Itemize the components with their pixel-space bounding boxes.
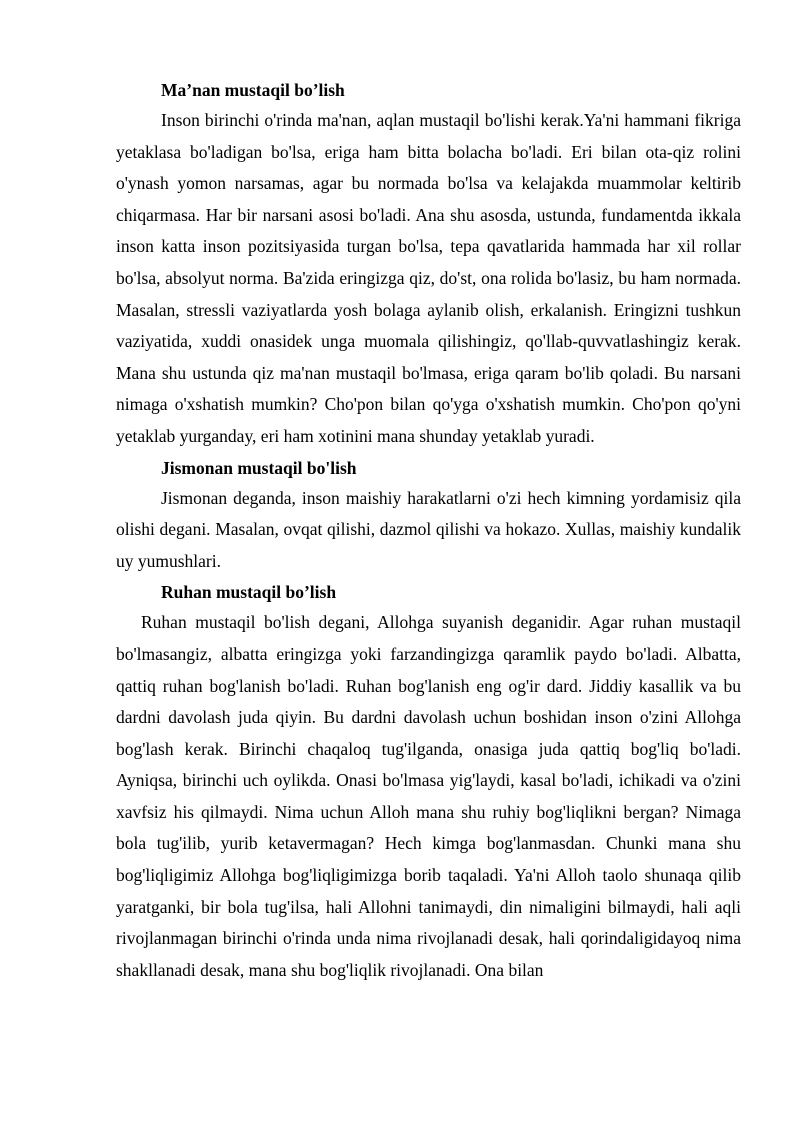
section-paragraph-ruhan: Ruhan mustaqil bo'lish degani, Allohga suyanish deganidir. Agar ruhan mustaqil bo'lmasangiz, albatta eringizga yoki farzandingizga qaramlik paydo bo'ladi. Albatta, qattiq ruhan bog'lanish bo'ladi. Ruhan bog'lanish eng og'ir dard. Jiddiy kasallik va bu dardni davolash juda qiyin. Bu dardni davolash uchun boshidan inson o'zini Allohga bog'lash kerak. Birinchi chaqaloq tug'ilganda, onasiga juda qattiq bog'liq bo'ladi. Ayniqsa, birinchi uch oylikda. Onasi bo'lmasa yig'laydi, kasal bo'ladi, ichikadi va o'zini xavfsiz his qilmaydi. Nima uchun Alloh mana shu ruhiy bog'liqlikni bergan? Nimaga bola tug'ilib, yurib ketavermagan? Hech kimga bog'lanmasdan. Chunki mana shu bog'liqligimiz Allohga bog'liqligimizga borib taqaladi. Ya'ni Alloh taolo shunaqa qilib yaratganki, bir bola tug'ilsa, hali Allohni tanimaydi, din nimaligini bilmaydi, hali aqli rivojlanmagan birinchi o'rinda unda nima rivojlanadi desak, hali qorindaligidayoq nima shakllanadi desak, mana shu bog'liqlik rivojlanadi. Ona bilan [116,612,741,980]
section-paragraph-manan: Inson birinchi o'rinda ma'nan, aqlan mustaqil bo'lishi kerak.Ya'ni hammani fikriga yetaklasa bo'ladigan bo'lsa, eriga ham bitta bolacha bo'ladi. Eri bilan ota-qiz rolini o'ynash yomon narsamas, agar bu normada bo'lsa va kelajakda muammolar keltirib chiqarmasa. Har bir narsani asosi bo'ladi. Ana shu asosda, ustunda, fundamentda ikkala inson katta inson pozitsiyasida turgan bo'lsa, tepa qavatlarida hammada har xil rollar bo'lsa, absolyut norma. Ba'zida eringizga qiz, do'st, ona rolida bo'lasiz, bu ham normada. Masalan, stressli vaziyatlarda yosh bolaga aylanib olish, erkalanish. Eringizni tushkun vaziyatida, xuddi onasidek unga muomala qilishingiz, qo'llab-quvvatlashingiz kerak. Mana shu ustunda qiz ma'nan mustaqil bo'lmasa, eriga qaram bo'lib qoladi. Bu narsani nimaga o'xshatish mumkin? Cho'pon bilan qo'yga o'xshatish mumkin. Cho'pon qo'yni yetaklab yurganday, eri ham xotinini mana shunday yetaklab yuradi. [116,110,741,446]
document-page [116,75,741,986]
section-heading-manan: Ma’nan mustaqil bo’lish [161,80,345,100]
section-paragraph-jismonan: Jismonan deganda, inson maishiy harakatlarni o'zi hech kimning yordamisiz qila olishi degani. Masalan, ovqat qilishi, dazmol qilishi va hokazo. Xullas, maishiy kundalik uy yumushlari. [116,487,741,571]
section-heading-ruhan: Ruhan mustaqil bo’lish [161,582,337,603]
section-heading-jismonan: Jismonan mustaqil bo'lish [161,457,357,478]
